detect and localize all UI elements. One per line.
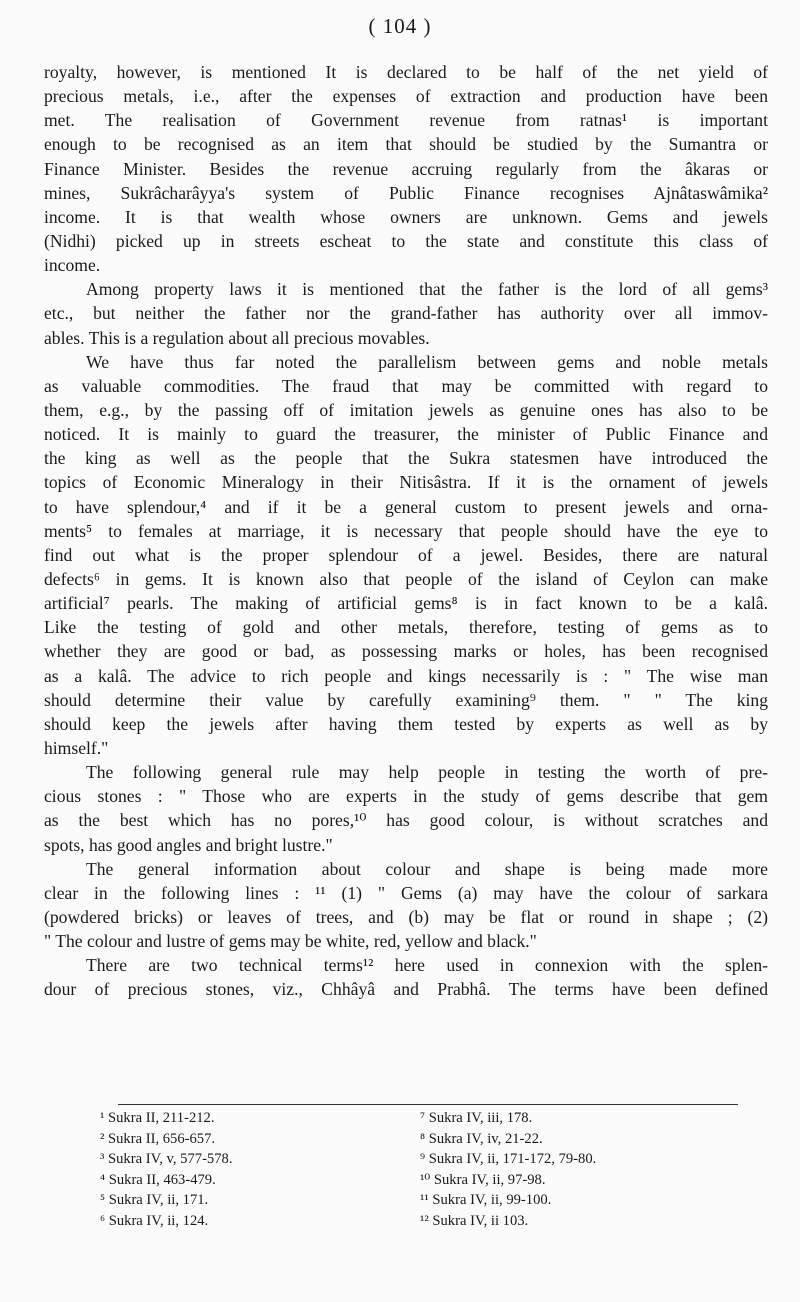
footnote: ⁷ Sukra IV, iii, 178. bbox=[420, 1110, 533, 1126]
text-line: enough to be recognised as an item that should be studied by the Sumantra or bbox=[44, 134, 768, 155]
footnote: ¹⁰ Sukra IV, ii, 97-98. bbox=[420, 1171, 546, 1188]
text-line: topics of Economic Mineralogy in their Nitisâstra. If it is the ornament of jewels bbox=[44, 472, 768, 493]
text-line: whether they are good or bad, as possessing marks or holes, has been recognised bbox=[44, 641, 768, 662]
text-line: mines, Sukrâcharâyya's system of Public Finance recognises Ajnâtaswâmika² bbox=[44, 182, 768, 203]
text-line: royalty, however, is mentioned It is declared to be half of the net yield of bbox=[44, 62, 768, 82]
text-line: spots, has good angles and bright lustre." bbox=[44, 834, 333, 855]
text-line: noticed. It is mainly to guard the treasurer, the minister of Public Finance and bbox=[44, 424, 768, 445]
footnote: ¹ Sukra II, 211-212. bbox=[100, 1110, 215, 1126]
text-line: himself." bbox=[44, 737, 109, 758]
text-line: ables. This is a regulation about all precious movables. bbox=[44, 327, 430, 348]
text-line: The general information about colour and shape is being made more bbox=[86, 858, 768, 879]
text-line: There are two technical terms¹² here used in connexion with the splen- bbox=[86, 955, 768, 976]
footnote: ⁶ Sukra IV, ii, 124. bbox=[100, 1212, 209, 1229]
footnote: ⁹ Sukra IV, ii, 171-172, 79-80. bbox=[420, 1151, 597, 1167]
text-line: Among property laws it is mentioned that the father is the lord of all gems³ bbox=[86, 279, 768, 300]
text-line: " The colour and lustre of gems may be white, red, yellow and black." bbox=[44, 931, 537, 952]
footnote: ⁸ Sukra IV, iv, 21-22. bbox=[420, 1130, 543, 1147]
footnote: ¹¹ Sukra IV, ii, 99-100. bbox=[420, 1192, 552, 1208]
text-line: (powdered bricks) or leaves of trees, and (b) may be flat or round in shape ; (2) bbox=[44, 906, 768, 927]
body-text bbox=[44, 60, 768, 1001]
text-line: find out what is the proper splendour of a jewel. Besides, there are natural bbox=[44, 544, 768, 565]
text-line: Like the testing of gold and other metals, therefore, testing of gems as to bbox=[44, 617, 768, 638]
text-line: income. It is that wealth whose owners are unknown. Gems and jewels bbox=[44, 206, 768, 227]
text-line: as valuable commodities. The fraud that may be committed with regard to bbox=[44, 375, 768, 396]
text-line: met. The realisation of Government revenue from ratnas¹ is important bbox=[44, 110, 768, 131]
text-line: The following general rule may help people in testing the worth of pre- bbox=[86, 762, 768, 783]
text-line: cious stones : " Those who are experts in the study of gems describe that gem bbox=[44, 786, 768, 807]
text-line: ments⁵ to females at marriage, it is necessary that people should have the eye to bbox=[44, 520, 768, 541]
text-line: etc., but neither the father nor the grand-father has authority over all immov- bbox=[44, 303, 768, 324]
text-line: (Nidhi) picked up in streets escheat to the state and constitute this class of bbox=[44, 230, 768, 251]
text-line: as a kalâ. The advice to rich people and kings necessarily is : " The wise man bbox=[44, 665, 768, 686]
text-line: should determine their value by carefully examining⁹ them. " " The king bbox=[44, 689, 768, 710]
text-line: as the best which has no pores,¹⁰ has good colour, is without scratches and bbox=[44, 810, 768, 831]
footnote: ⁵ Sukra IV, ii, 171. bbox=[100, 1192, 209, 1208]
text-line: dour of precious stones, viz., Chhâyâ and Prabhâ. The terms have been defined bbox=[44, 979, 768, 1000]
footnote: ¹² Sukra IV, ii 103. bbox=[420, 1212, 529, 1229]
footnote: ⁴ Sukra II, 463-479. bbox=[100, 1171, 216, 1188]
footnotes-left-column bbox=[100, 1108, 430, 1231]
text-line: them, e.g., by the passing off of imitation jewels as genuine ones has also to be bbox=[44, 399, 768, 420]
footnote-rule bbox=[118, 1104, 738, 1105]
text-line: the king as well as the people that the Sukra statesmen have introduced the bbox=[44, 448, 768, 469]
text-line: income. bbox=[44, 255, 101, 276]
text-line: artificial⁷ pearls. The making of artificial gems⁸ is in fact known to be a kalâ. bbox=[44, 593, 768, 614]
text-line: clear in the following lines : ¹¹ (1) " Gems (a) may have the colour of sarkara bbox=[44, 882, 768, 903]
text-line: to have splendour,⁴ and if it be a general custom to present jewels and orna- bbox=[44, 496, 768, 517]
footnotes-right-column bbox=[420, 1108, 760, 1231]
text-line: should keep the jewels after having them tested by experts as well as by bbox=[44, 713, 768, 734]
footnote: ² Sukra II, 656-657. bbox=[100, 1130, 216, 1147]
text-line: We have thus far noted the parallelism between gems and noble metals bbox=[86, 351, 768, 372]
footnote: ³ Sukra IV, v, 577-578. bbox=[100, 1151, 233, 1167]
text-line: precious metals, i.e., after the expenses of extraction and production have been bbox=[44, 86, 768, 107]
text-line: defects⁶ in gems. It is known also that people of the island of Ceylon can make bbox=[44, 568, 768, 589]
page-number: ( 104 ) bbox=[368, 14, 432, 38]
text-line: Finance Minister. Besides the revenue accruing regularly from the âkaras or bbox=[44, 158, 768, 179]
